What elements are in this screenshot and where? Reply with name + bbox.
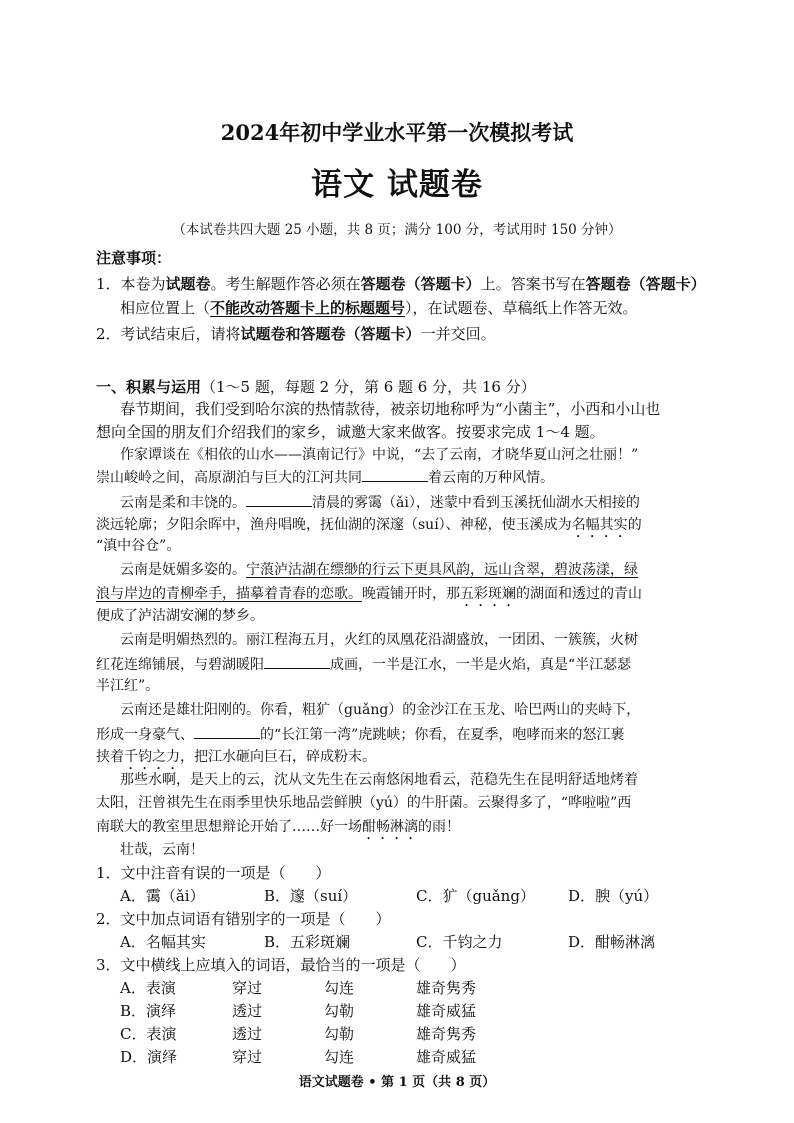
passage-line: 浪与岸边的青柳牵手，描摹着青春的恋歌。晚霞铺开时，那五彩斑斓的湖面和透过的青山 bbox=[96, 586, 642, 602]
passage-line: 云南还是雄壮阳刚的。你看，粗犷（guǎng）的金沙江在玉龙、哈巴两山的夹峙下， bbox=[120, 702, 641, 718]
question-3-stem: 3．文中横线上应填入的词语，最恰当的一项是（ ） bbox=[96, 956, 466, 974]
question-1-stem: 1．文中注音有误的一项是（ ） bbox=[96, 864, 331, 882]
passage-line: 太阳，汪曾祺先生在雨季里快乐地品尝鲜腴（yú）的牛肝菌。云聚得多了，“哗啦啦”西 bbox=[96, 795, 632, 811]
page-footer: 语文试题卷 • 第 1 页（共 8 页） bbox=[298, 1075, 496, 1090]
question-1-option-b[interactable]: B．邃（suí） bbox=[264, 887, 358, 905]
question-3-option-a[interactable]: A．表演 bbox=[120, 979, 176, 997]
question-3-option-b-word: 透过 bbox=[232, 1002, 263, 1020]
exam-title: 2024年初中学业水平第一次模拟考试 bbox=[220, 120, 574, 145]
passage-line: 云南是妩媚多姿的。宁蒗泸沽湖在缥缈的行云下更具风韵，远山含翠，碧波荡漾，绿 bbox=[120, 562, 638, 578]
underlined-sentence: 浪与岸边的青柳牵手，描摹着青春的恋歌。 bbox=[96, 586, 362, 602]
passage-line: 春节期间，我们受到哈尔滨的热情款待，被亲切地称呼为“小菌主”，小西和小山也 bbox=[120, 400, 661, 418]
passage-line: 半江红”。 bbox=[96, 678, 160, 694]
question-3-option-c-word: 透过 bbox=[232, 1025, 263, 1043]
question-2-option-a[interactable]: A．名幅其实 bbox=[120, 933, 206, 951]
question-1-option-d[interactable]: D．腴（yú） bbox=[568, 887, 659, 905]
fill-blank-3 bbox=[264, 656, 330, 669]
passage-line: 那些水啊，是天上的云，沈从文先生在云南悠闲地看云，范稳先生在昆明舒适地烤着 bbox=[120, 772, 638, 788]
passage-line: 红花连绵铺展，与碧湖暖阳 成画，一半是江水，一半是火焰，真是“半江瑟瑟 bbox=[96, 657, 632, 673]
question-2-option-c[interactable]: C．千钧之力 bbox=[416, 933, 503, 951]
passage-line: 作家谭谈在《相依的山水——滇南记行》中说，“去了云南，才晓华夏山河之壮丽！” bbox=[120, 447, 639, 463]
question-3-option-c[interactable]: C．表演 bbox=[120, 1025, 177, 1043]
passage-line: 南联大的教室里思想辩论开始了……好一场酣畅淋漓的雨！ bbox=[96, 819, 460, 835]
question-2-option-b[interactable]: B．五彩斑斓 bbox=[264, 933, 351, 951]
question-3-option-c-word: 雄奇隽秀 bbox=[416, 1025, 477, 1043]
question-3-option-d-word: 雄奇威猛 bbox=[416, 1048, 477, 1066]
notice-item-1: 1．本卷为试题卷。考生解题作答必须在答题卷（答题卡）上。答案书写在答题卷（答题卡） bbox=[96, 275, 706, 293]
underlined-sentence: 宁蒗泸沽湖在缥缈的行云下更具风韵，远山含翠，碧波荡漾，绿 bbox=[246, 562, 638, 578]
fill-blank-4 bbox=[194, 726, 260, 739]
passage-line: 淡远轮廓；夕阳余晖中，渔舟唱晚，抚仙湖的深邃（suí）、神秘，使玉溪成为名幅其实的 bbox=[96, 517, 642, 533]
question-3-option-d-word: 勾连 bbox=[324, 1048, 355, 1066]
notice-item-1-cont: 相应位置上（不能改动答题卡上的标题题号），在试题卷、草稿纸上作答无效。 bbox=[120, 299, 638, 317]
fill-blank-1 bbox=[362, 469, 428, 482]
passage-line: 云南是明媚热烈的。丽江程海五月，火红的凤凰花沿湖盛放，一团团、一簇簇，火树 bbox=[120, 632, 638, 648]
question-3-option-d-word: 穿过 bbox=[232, 1048, 263, 1066]
passage-line: 想向全国的朋友们介绍我们的家乡，诚邀大家来做客。按要求完成 1～4 题。 bbox=[96, 423, 605, 441]
question-3-option-a-word: 勾连 bbox=[324, 979, 355, 997]
subject-title: 语文 试题卷 bbox=[311, 167, 483, 203]
question-3-option-b[interactable]: B．演绎 bbox=[120, 1002, 177, 1020]
question-3-option-b-word: 雄奇威猛 bbox=[416, 1002, 477, 1020]
exam-info: （本试卷共四大题 25 小题，共 8 页；满分 100 分，考试用时 150 分钟） bbox=[172, 222, 622, 238]
passage-line: 云南是柔和丰饶的。 清晨的雾霭（ǎi），迷蒙中看到玉溪抚仙湖水天相接的 bbox=[120, 495, 640, 511]
question-3-option-a-word: 雄奇隽秀 bbox=[416, 979, 477, 997]
question-3-option-c-word: 勾勒 bbox=[324, 1025, 355, 1043]
question-2-option-d[interactable]: D．酣畅淋漓 bbox=[568, 933, 656, 951]
dotted-word: 酣畅淋漓 bbox=[362, 819, 418, 835]
dotted-word: 五彩斑斓 bbox=[460, 586, 516, 602]
question-1-option-c[interactable]: C．犷（guǎng） bbox=[416, 887, 535, 905]
question-3-option-a-word: 穿过 bbox=[232, 979, 263, 997]
passage-line: 便成了泸沽湖安澜的梦乡。 bbox=[96, 608, 264, 624]
question-3-option-d[interactable]: D．演绎 bbox=[120, 1048, 178, 1066]
passage-line: 挟着千钧之力，把江水砸向巨石，碎成粉末。 bbox=[96, 749, 376, 765]
fill-blank-2 bbox=[246, 494, 312, 507]
question-3-option-b-word: 勾勒 bbox=[324, 1002, 355, 1020]
passage-line: 形成一身豪气、 的“长江第一湾”虎跳峡；你看，在夏季，咆哮而来的怒江裹 bbox=[96, 727, 625, 743]
dotted-word: 千钧之力 bbox=[124, 749, 180, 765]
passage-line: “滇中谷仓”。 bbox=[96, 538, 181, 554]
passage-line: 崇山峻岭之间，高原湖泊与巨大的江河共同 着云南的万种风情。 bbox=[96, 470, 554, 486]
question-2-stem: 2．文中加点词语有错别字的一项是（ ） bbox=[96, 910, 391, 928]
notice-item-2: 2．考试结束后，请将试题卷和答题卷（答题卡）一并交回。 bbox=[96, 325, 496, 343]
dotted-word: 名幅其实 bbox=[571, 517, 628, 533]
section-1-heading: 一、积累与运用（1～5 题，每题 2 分，第 6 题 6 分，共 16 分） bbox=[96, 378, 536, 396]
passage-line: 壮哉，云南！ bbox=[120, 842, 204, 858]
question-1-option-a[interactable]: A．霭（ǎi） bbox=[120, 887, 205, 905]
notice-heading: 注意事项： bbox=[96, 249, 172, 267]
